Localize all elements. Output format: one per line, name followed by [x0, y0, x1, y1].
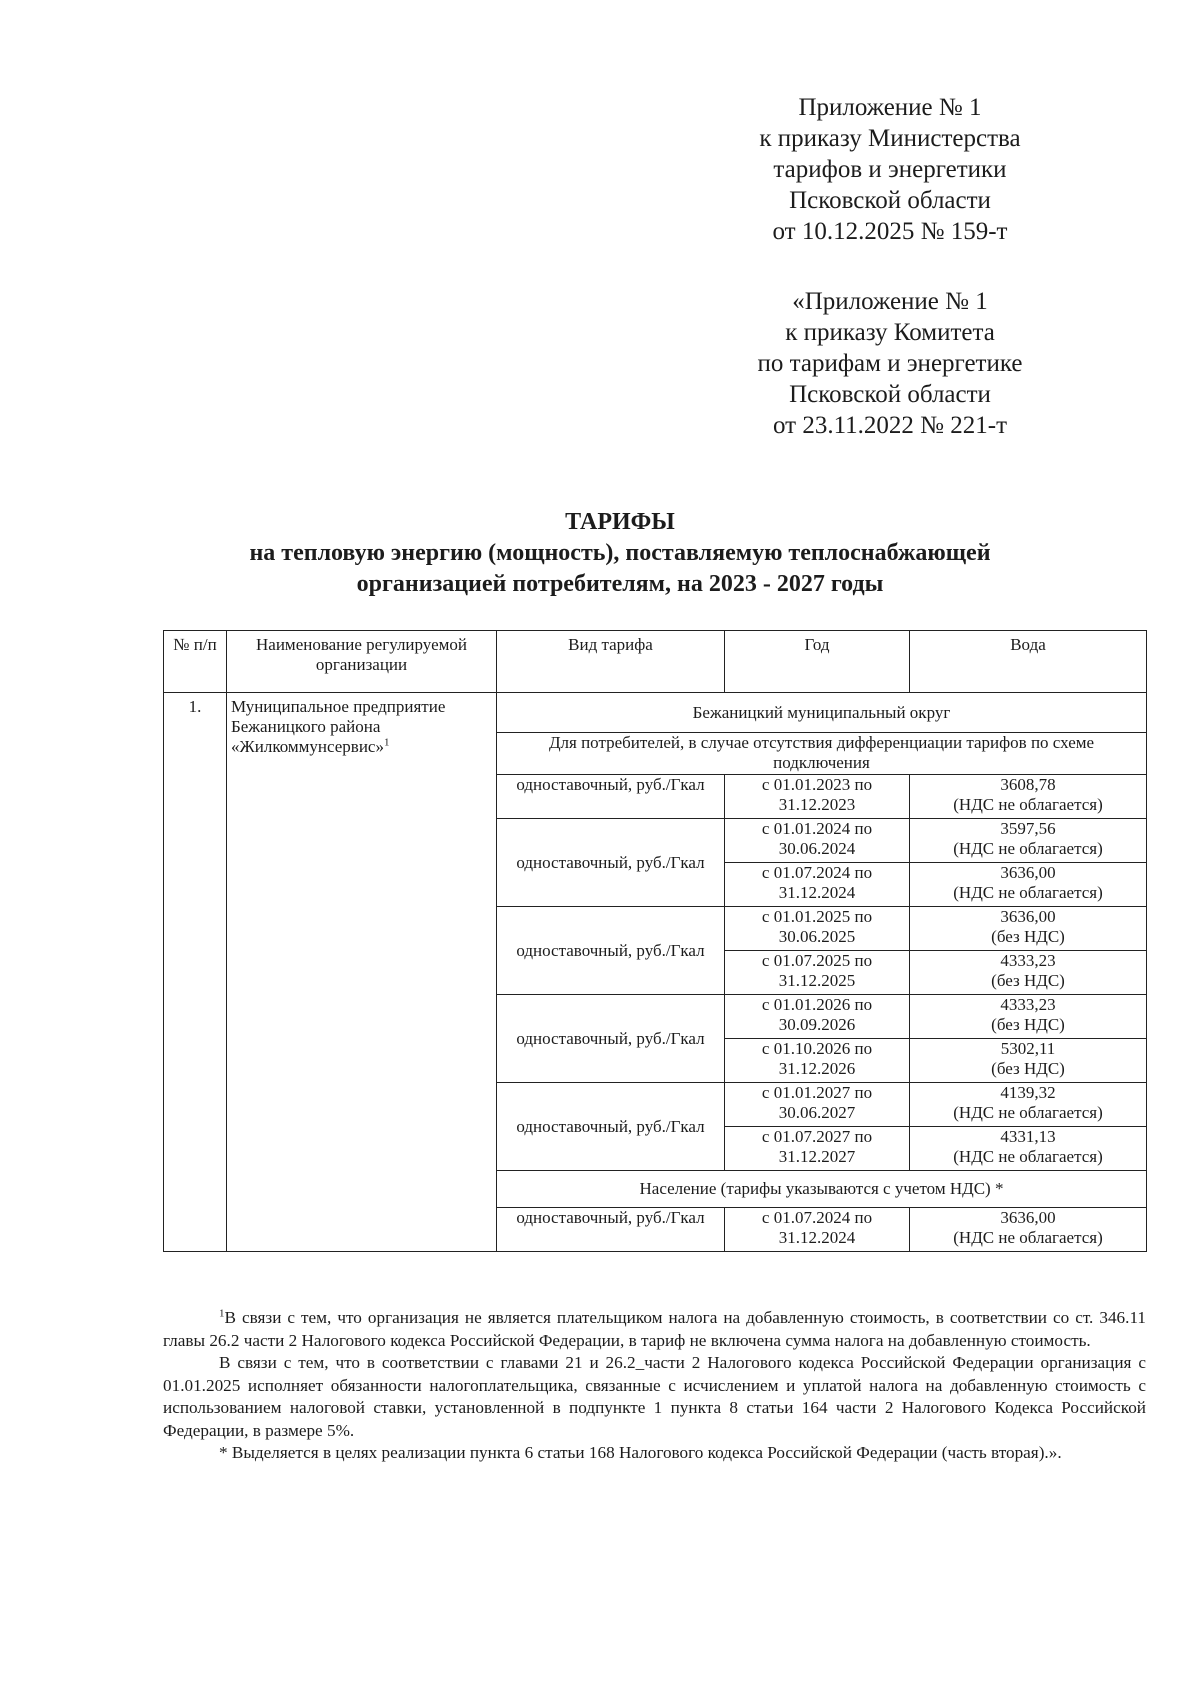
tariff-value: 4333,23 [1000, 951, 1056, 970]
district-name: Бежаницкий муниципальный округ [497, 693, 1147, 733]
tariff-type-cell: одноставочный, руб./Гкал [497, 819, 725, 907]
vat-note: (без НДС) [991, 927, 1065, 946]
value-cell [910, 1127, 1147, 1171]
period-cell: с 01.07.2025 по 31.12.2025 [725, 951, 910, 995]
vat-note: (НДС не облагается) [953, 1103, 1103, 1122]
value-cell [910, 951, 1147, 995]
row-number: 1. [164, 693, 227, 1252]
tariff-value: 4139,32 [1000, 1083, 1056, 1102]
appendix-line: к приказу Министерства [759, 125, 1021, 152]
period-cell: с 01.01.2024 по 30.06.2024 [725, 819, 910, 863]
organization-name [227, 693, 497, 1252]
header-number: № п/п [164, 631, 227, 693]
tariff-value: 4331,13 [1000, 1127, 1056, 1146]
period-cell: с 01.07.2024 по 31.12.2024 [725, 1208, 910, 1252]
value-cell [910, 775, 1147, 819]
vat-note: (НДС не облагается) [953, 795, 1103, 814]
tariff-type-cell: одноставочный, руб./Гкал [497, 775, 725, 819]
appendix-line: от 10.12.2025 № 159-т [772, 218, 1008, 245]
value-cell [910, 819, 1147, 863]
document-title [150, 507, 1090, 600]
footnotes [163, 1307, 1146, 1465]
vat-note: (НДС не облагается) [953, 883, 1103, 902]
appendix-line: Псковской области [789, 381, 991, 408]
vat-note: (без НДС) [991, 1059, 1065, 1078]
period-cell: с 01.07.2027 по 31.12.2027 [725, 1127, 910, 1171]
footnote-ref: 1 [383, 736, 390, 749]
period-cell: с 01.07.2024 по 31.12.2024 [725, 863, 910, 907]
tariff-value: 4333,23 [1000, 995, 1056, 1014]
appendix-line: Псковской области [789, 187, 991, 214]
table-header-row [164, 631, 1147, 693]
vat-note: (без НДС) [991, 1015, 1065, 1034]
footnote-3: * Выделяется в целях реализации пункта 6 статьи 168 Налогового кодекса Российской Федерации (часть вторая).». [219, 1443, 1062, 1462]
title-heading: ТАРИФЫ [565, 509, 675, 535]
appendix-line: Приложение № 1 [798, 94, 982, 121]
period-cell: с 01.01.2026 по 30.09.2026 [725, 995, 910, 1039]
vat-note: (НДС не облагается) [953, 1147, 1103, 1166]
header-organization: Наименование регулируемой организации [227, 631, 497, 693]
footnote-2: В связи с тем, что в соответствии с главами 21 и 26.2_части 2 Налогового кодекса Российской Федерации организация с 01.01.2025 исполняет обязанности налогоплательщика, связанные с исчислением и уплатой налога на добавленную стоимость с использованием налоговой ставки, установленной в подпункте 1 пункта 8 статьи 164 части 2 Налогового Кодекса Российской Федерации, в размере 5%. [163, 1353, 1146, 1440]
value-cell [910, 863, 1147, 907]
period-cell: с 01.10.2026 по 31.12.2026 [725, 1039, 910, 1083]
footnote-text: В связи с тем, что организация не является плательщиком налога на добавленную стоимость, в соответствии со ст. 346.11 главы 26.2 части 2 Налогового кодекса Российской Федерации, в тариф не включена сумма налога на добавленную стоимость. [163, 1308, 1146, 1350]
tariff-type-cell: одноставочный, руб./Гкал [497, 995, 725, 1083]
header-tariff-type: Вид тарифа [497, 631, 725, 693]
district-row [164, 693, 1147, 733]
appendix-line: тарифов и энергетики [773, 156, 1007, 183]
appendix-current-order [690, 92, 1090, 247]
tariff-table [163, 630, 1147, 1252]
appendix-line: «Приложение № 1 [792, 288, 988, 315]
period-cell: с 01.01.2027 по 30.06.2027 [725, 1083, 910, 1127]
footnote-1 [163, 1307, 1146, 1352]
organization-line: Бежаницкого района [231, 717, 381, 736]
tariff-type-cell: одноставочный, руб./Гкал [497, 907, 725, 995]
tariff-value: 3608,78 [1000, 775, 1056, 794]
organization-line-text: «Жилкоммунсервис» [231, 737, 384, 756]
appendix-line: по тарифам и энергетике [757, 350, 1023, 377]
vat-note: (НДС не облагается) [953, 839, 1103, 858]
vat-note: (НДС не облагается) [953, 1228, 1103, 1247]
header-water: Вода [910, 631, 1147, 693]
tariff-value: 3636,00 [1000, 1208, 1056, 1227]
organization-line [231, 737, 492, 757]
value-cell [910, 995, 1147, 1039]
tariff-type-cell: одноставочный, руб./Гкал [497, 1083, 725, 1171]
organization-line: Муниципальное предприятие [231, 697, 446, 716]
tariff-value: 5302,11 [1000, 1039, 1056, 1058]
period-cell: с 01.01.2025 по 30.06.2025 [725, 907, 910, 951]
period-cell: с 01.01.2023 по 31.12.2023 [725, 775, 910, 819]
tariff-value: 3597,56 [1000, 819, 1056, 838]
header-year: Год [725, 631, 910, 693]
footnote-marker: 1 [219, 1307, 225, 1320]
tariff-type-cell: одноставочный, руб./Гкал [497, 1208, 725, 1252]
value-cell [910, 1083, 1147, 1127]
tariff-value: 3636,00 [1000, 907, 1056, 926]
value-cell [910, 1208, 1147, 1252]
appendix-original-order [690, 286, 1090, 441]
title-subline: на тепловую энергию (мощность), поставляемую теплоснабжающей [249, 540, 991, 566]
value-cell [910, 1039, 1147, 1083]
vat-note: (без НДС) [991, 971, 1065, 990]
appendix-line: к приказу Комитета [785, 319, 995, 346]
tariff-value: 3636,00 [1000, 863, 1056, 882]
appendix-line: от 23.11.2022 № 221-т [772, 412, 1008, 439]
value-cell [910, 907, 1147, 951]
consumer-group: Для потребителей, в случае отсутствия дифференциации тарифов по схеме подключения [497, 733, 1147, 775]
population-header: Население (тарифы указываются с учетом НДС) * [497, 1171, 1147, 1208]
title-subline: организацией потребителям, на 2023 - 2027 годы [356, 571, 884, 597]
